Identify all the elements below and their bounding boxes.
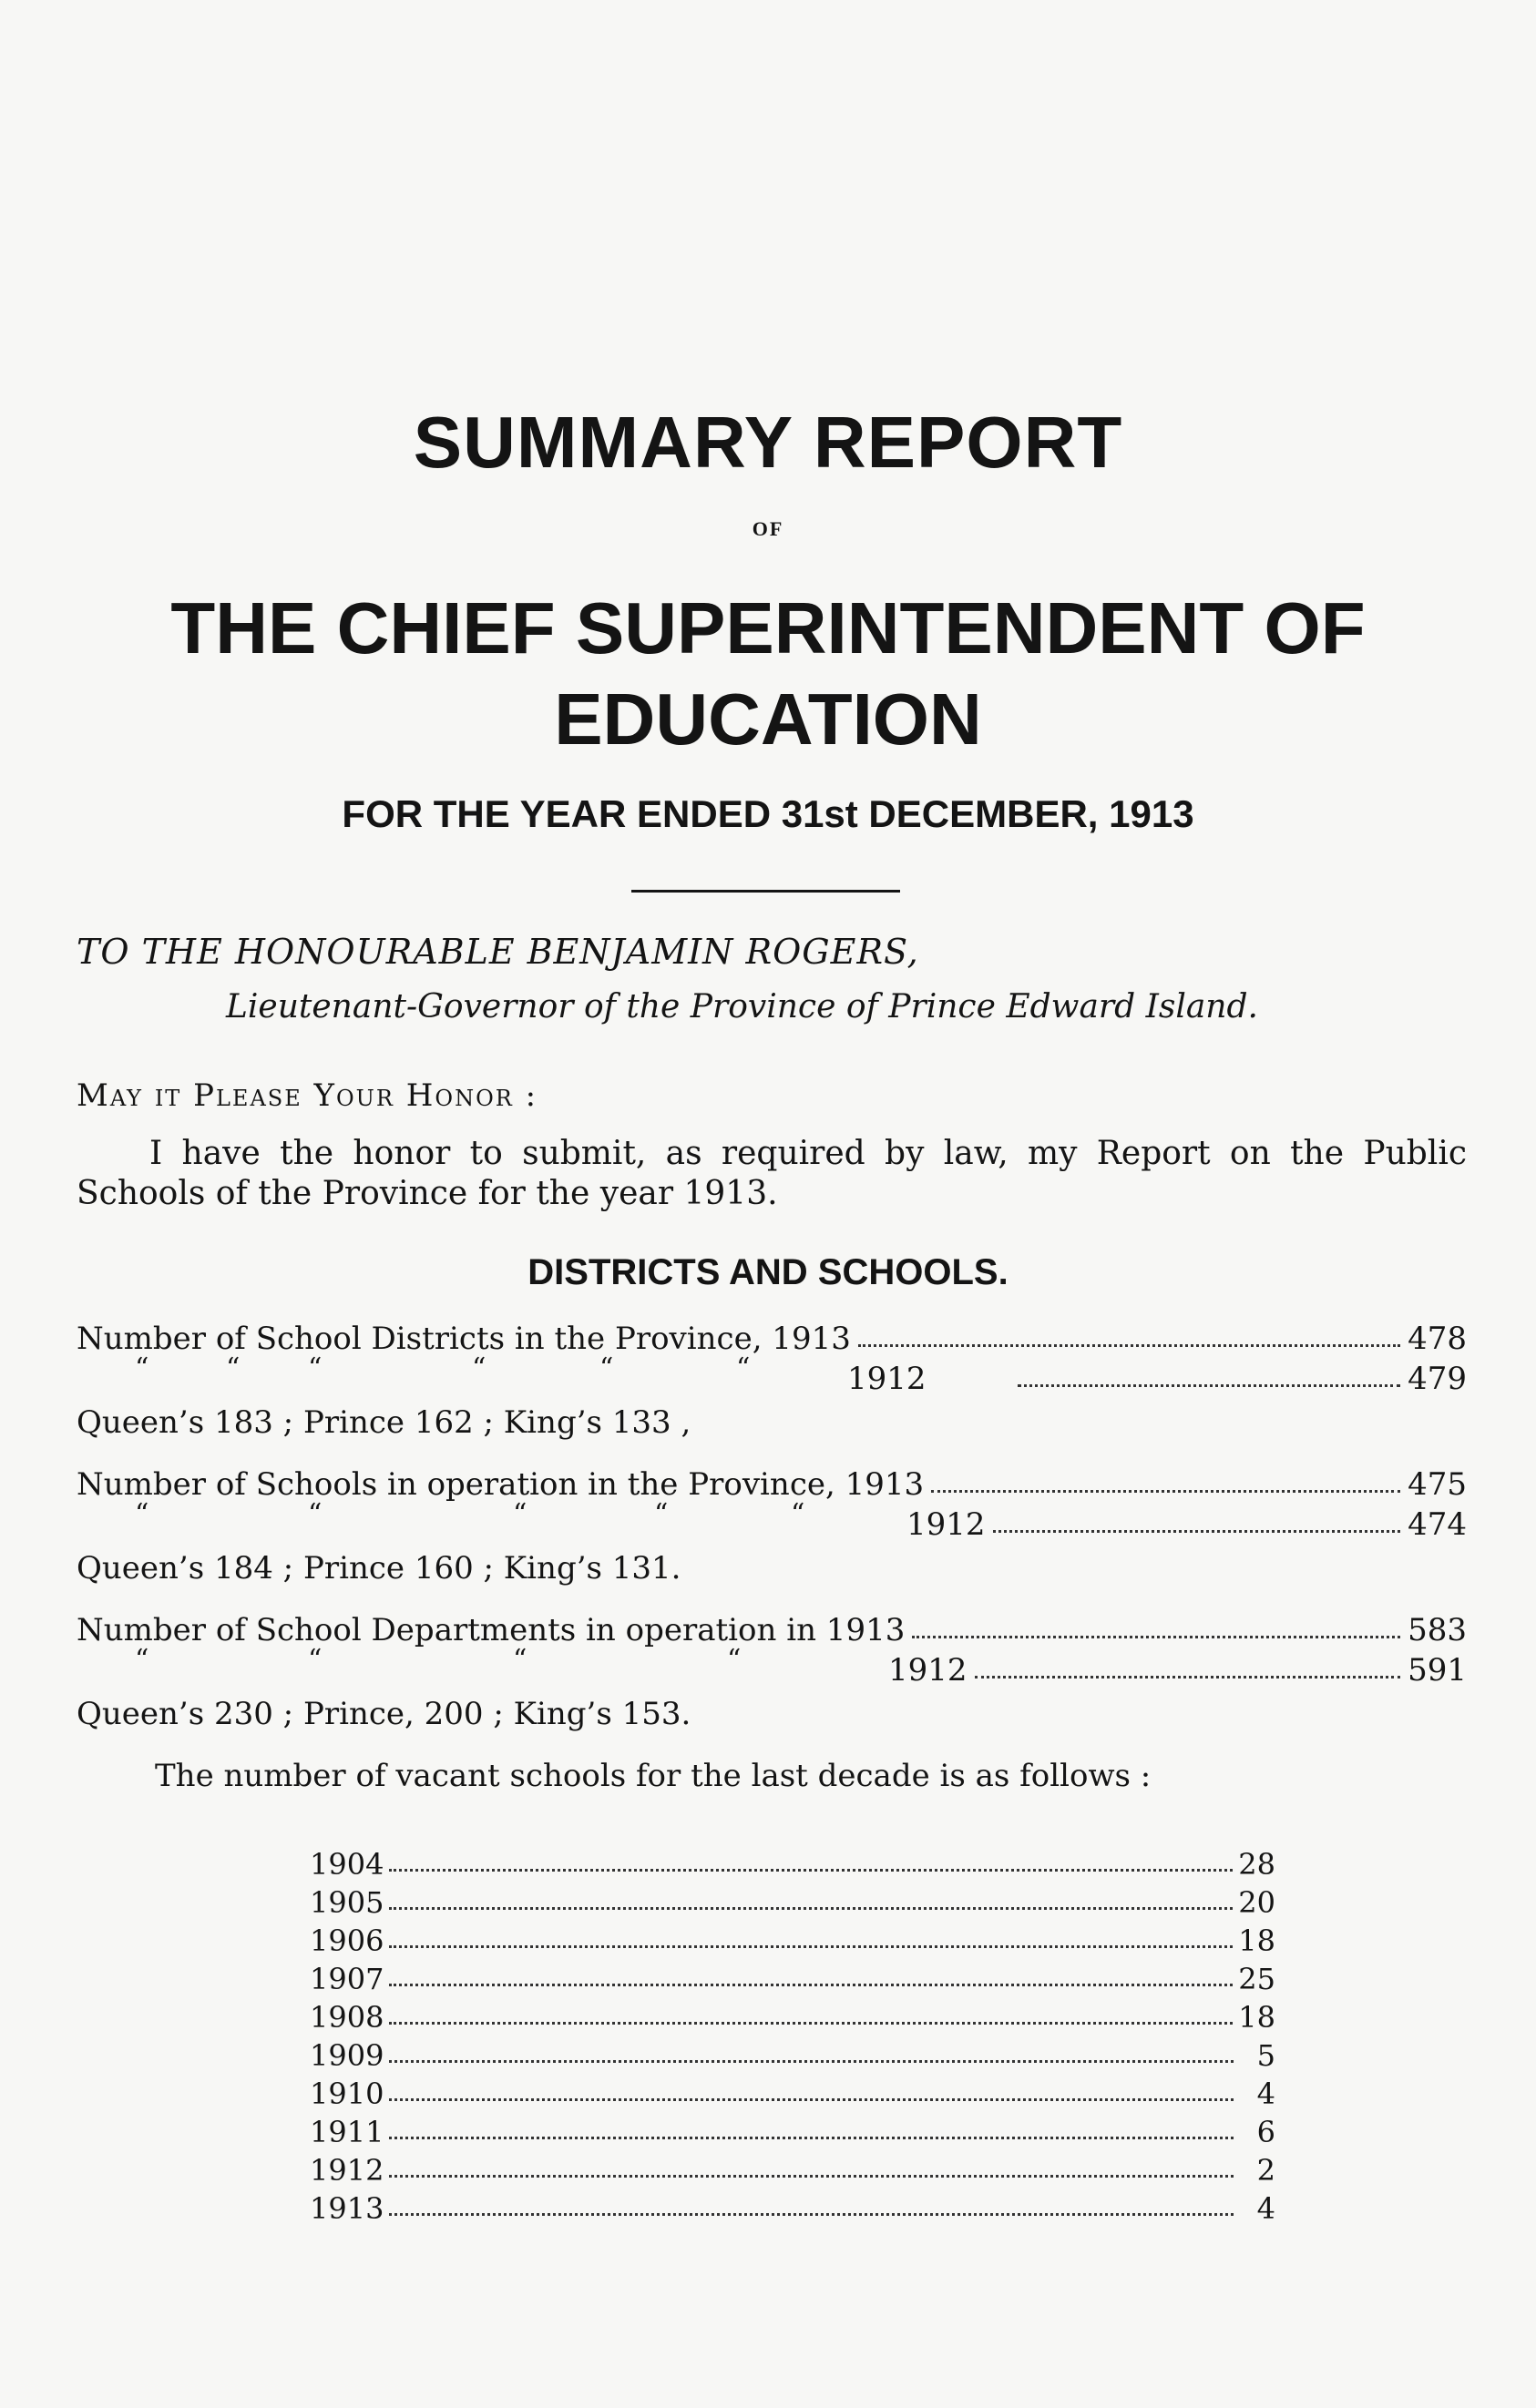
ditto-mark: “ — [513, 1498, 527, 1530]
ditto-mark: “ — [135, 1498, 149, 1530]
vacant-year: 1906 — [310, 1923, 384, 1958]
leader-dots — [931, 1464, 1400, 1493]
leader-dots — [993, 1505, 1401, 1533]
vacant-year: 1912 — [310, 2153, 384, 2188]
main-title-line-2: EDUCATION — [554, 679, 982, 760]
departments-1912-label: 1912 — [888, 1652, 968, 1689]
vacant-year: 1904 — [310, 1847, 384, 1882]
leader-dots — [389, 2075, 1234, 2101]
departments-1913-row — [77, 1610, 1467, 1650]
ditto-mark: “ — [654, 1498, 669, 1530]
leader-dots — [389, 1922, 1233, 1948]
leader-dots — [389, 1845, 1233, 1872]
report-subtitle: FOR THE YEAR ENDED 31st DECEMBER, 1913 — [342, 792, 1194, 835]
vacant-count: 25 — [1238, 1962, 1275, 1996]
vacant-count: 4 — [1256, 2191, 1275, 2226]
ditto-mark: “ — [736, 1352, 751, 1384]
ditto-mark: “ — [727, 1644, 742, 1676]
vacant-row — [310, 2151, 1275, 2189]
departments-1912-value: 591 — [1408, 1652, 1467, 1689]
ditto-mark: “ — [599, 1352, 614, 1384]
schools-1912-row — [906, 1505, 1467, 1545]
leader-dots — [975, 1650, 1401, 1678]
districts-1913-value: 478 — [1408, 1321, 1467, 1357]
schools-1913-row — [77, 1464, 1467, 1505]
ditto-mark: “ — [308, 1352, 323, 1384]
leader-dots — [389, 2189, 1234, 2216]
schools-breakdown: Queen’s 184 ; Prince 160 ; King’s 131. — [77, 1550, 681, 1587]
districts-1912-row — [847, 1359, 1467, 1399]
schools-1913-value: 475 — [1408, 1466, 1467, 1503]
departments-1913-label: Number of School Departments in operation in 1913 — [77, 1612, 906, 1648]
address-line-2: Lieutenant-Governor of the Province of Prince Edward Island. — [226, 988, 1258, 1025]
vacant-schools-intro: The number of vacant schools for the last decade is as follows : — [155, 1758, 1152, 1794]
vacant-row — [310, 1922, 1275, 1960]
vacant-row — [310, 1998, 1275, 2036]
ditto-mark: “ — [513, 1644, 527, 1676]
vacant-row — [310, 2113, 1275, 2151]
ditto-mark: “ — [135, 1352, 149, 1384]
vacant-year: 1907 — [310, 1962, 384, 1996]
vacant-row — [310, 2189, 1275, 2228]
departments-1913-value: 583 — [1408, 1612, 1467, 1648]
report-title: SUMMARY REPORT — [413, 402, 1123, 483]
vacant-count: 28 — [1238, 1847, 1275, 1882]
vacant-row — [310, 2036, 1275, 2075]
districts-1912-label: 1912 — [847, 1361, 927, 1397]
vacant-year: 1905 — [310, 1885, 384, 1920]
departments-1912-row — [888, 1650, 1467, 1690]
vacant-year: 1908 — [310, 2000, 384, 2035]
ditto-mark: “ — [226, 1352, 241, 1384]
ditto-mark: “ — [308, 1498, 323, 1530]
vacant-year: 1911 — [310, 2115, 384, 2149]
vacant-row — [310, 1960, 1275, 1998]
leader-dots — [389, 1998, 1233, 2025]
departments-breakdown: Queen’s 230 ; Prince, 200 ; King’s 153. — [77, 1696, 691, 1732]
vacant-row — [310, 1845, 1275, 1883]
vacant-count: 5 — [1256, 2038, 1275, 2073]
intro-paragraph: I have the honor to submit, as required by law, my Report on the Public Schools of the Province for the year 1913. — [77, 1135, 1467, 1212]
ditto-mark: “ — [472, 1352, 486, 1384]
districts-breakdown: Queen’s 183 ; Prince 162 ; King’s 133 , — [77, 1404, 691, 1441]
leader-dots — [389, 2151, 1234, 2178]
vacant-count: 6 — [1256, 2115, 1275, 2149]
ditto-mark: “ — [135, 1644, 149, 1676]
vacant-count: 2 — [1256, 2153, 1275, 2188]
vacant-year: 1913 — [310, 2191, 384, 2226]
report-main-title — [0, 583, 1536, 765]
title-divider — [631, 890, 900, 893]
districts-1913-row — [77, 1319, 1467, 1359]
leader-dots — [389, 2113, 1234, 2139]
vacant-row — [310, 1883, 1275, 1922]
districts-1913-label: Number of School Districts in the Province, 1913 — [77, 1321, 851, 1357]
leader-dots — [858, 1319, 1400, 1347]
leader-dots — [1018, 1359, 1401, 1387]
leader-dots — [912, 1610, 1400, 1638]
vacant-count: 4 — [1256, 2076, 1275, 2111]
vacant-year: 1909 — [310, 2038, 384, 2073]
vacant-row — [310, 2075, 1275, 2113]
districts-1912-value: 479 — [1408, 1361, 1467, 1397]
salutation: May it Please Your Honor : — [77, 1077, 538, 1114]
ditto-mark: “ — [791, 1498, 805, 1530]
vacant-count: 20 — [1238, 1885, 1275, 1920]
section-heading: DISTRICTS AND SCHOOLS. — [527, 1252, 1009, 1292]
leader-dots — [389, 1960, 1233, 1986]
schools-1913-label: Number of Schools in operation in the Province, 1913 — [77, 1466, 925, 1503]
leader-dots — [389, 1883, 1233, 1910]
schools-1912-label: 1912 — [906, 1506, 986, 1543]
ditto-mark: “ — [308, 1644, 323, 1676]
vacant-count: 18 — [1238, 2000, 1275, 2035]
schools-1912-value: 474 — [1408, 1506, 1467, 1543]
main-title-line-1: THE CHIEF SUPERINTENDENT OF — [170, 587, 1366, 668]
vacant-year: 1910 — [310, 2076, 384, 2111]
title-connector: OF — [752, 517, 784, 540]
address-line-1: TO THE HONOURABLE BENJAMIN ROGERS, — [77, 932, 919, 972]
leader-dots — [389, 2036, 1234, 2063]
vacant-count: 18 — [1238, 1923, 1275, 1958]
